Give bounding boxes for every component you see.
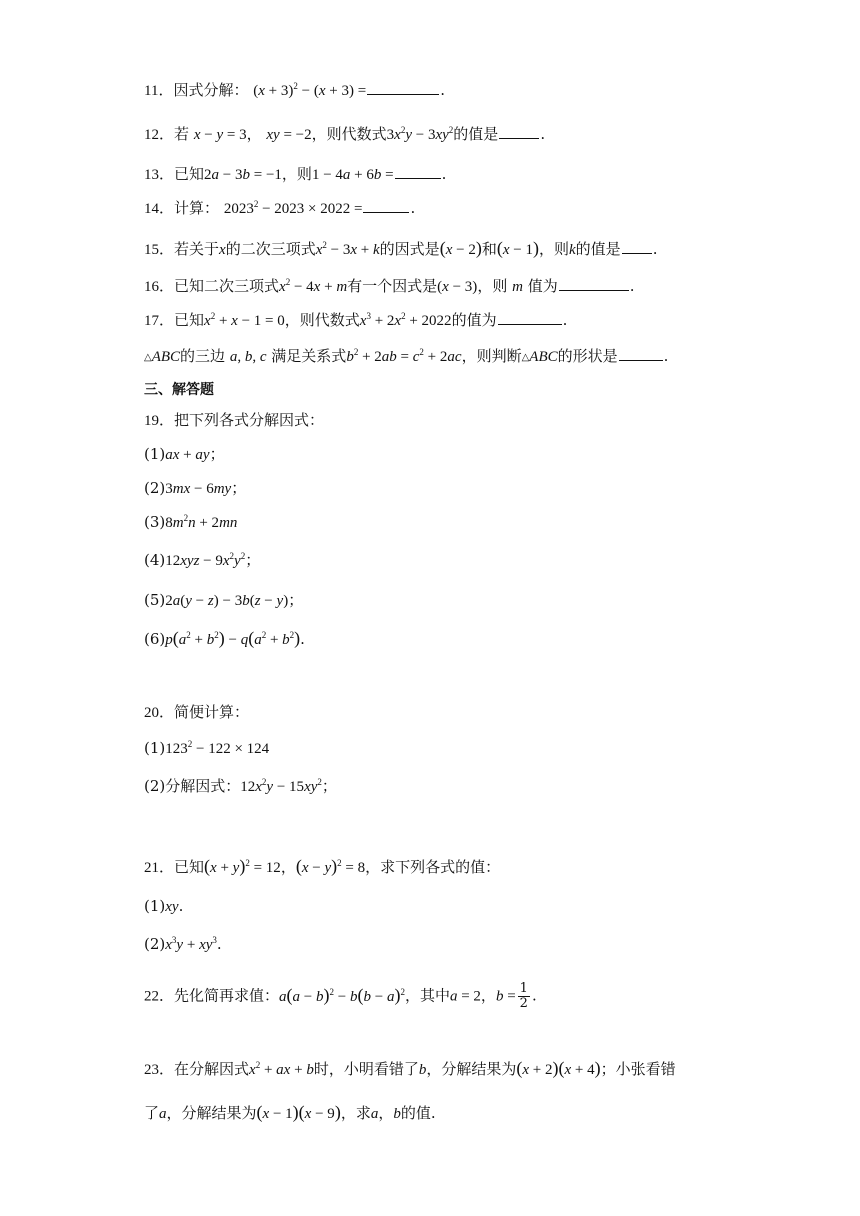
question-21-item-2: $(2)x^3y + xy^3$. — [144, 935, 222, 953]
question-20-item-2: (2)分解因式：$12x^2y - 15xy^2$； — [144, 777, 337, 795]
answer-blank — [498, 310, 562, 325]
question-19-item-3: $(3)8m^2n + 2mn$ — [144, 513, 238, 531]
answer-blank — [559, 276, 629, 291]
answer-blank — [395, 164, 441, 179]
answer-blank — [363, 198, 409, 213]
question-16: 16．已知二次三项式$x^2 - 4x + m$有一个因式是(x − 3)，则 m 值为 . — [144, 277, 635, 295]
question-13: 13．已知2a − 3b = −1，则1 − 4a + 6b = . — [144, 165, 447, 183]
question-12: 12．若 x − y = 3， xy = −2，则代数式$3x^2y - 3xy^2$的值是 . — [144, 125, 546, 143]
question-19-item-1: (1)ax + ay； — [144, 445, 225, 463]
answer-blank — [619, 346, 663, 361]
question-14: 14．计算： $2023^2 - 2023 \times 2022$ = . — [144, 199, 416, 217]
fraction-one-half: $\frac{1}{2}$ — [519, 981, 528, 1011]
question-11: 11．因式分解： $(x + 3)^2 - (x + 3)$ = . — [144, 81, 445, 99]
question-15: 15．若关于x的二次三项式$x^2 - 3x + k$的因式是(x − 2)和(x − 1)，则k的值是 . — [144, 238, 658, 258]
question-20: 20．简便计算： — [144, 703, 250, 721]
question-17: 17．已知$x^2 + x - 1 = 0$，则代数式$x^3 + 2x^2 + 2022$的值为 . — [144, 311, 568, 329]
question-19-item-6: $(6)p(a^2 + b^2) - q(a^2 + b^2)$. — [144, 628, 305, 648]
question-18: △ABC的三边 a, b, c 满足关系式$b^2 + 2ab = c^2 + 2ac$，则判断△ABC的形状是 . — [144, 347, 669, 365]
question-19: 19．把下列各式分解因式： — [144, 411, 325, 429]
question-19-item-5: (5)2a(y − z) − 3b(z − y)； — [144, 591, 304, 609]
answer-blank — [622, 239, 652, 254]
question-22: 22．先化简再求值：$a(a - b)^2 - b(b - a)^2$，其中a = 2，b = $\frac{1}{2}$ . — [144, 981, 537, 1011]
question-19-item-4: $(4)12xyz - 9x^2y^2$； — [144, 551, 261, 569]
answer-blank — [499, 124, 539, 139]
question-21: 21．已知$(x + y)^2 = 12$，$(x - y)^2 = 8$，求下列各式的值： — [144, 856, 501, 876]
question-20-item-1: $(1)123^2 - 122 \times 124$ — [144, 739, 270, 757]
question-19-item-2: (2)3mx − 6my； — [144, 479, 247, 497]
question-23-cont: 了a，分解结果为(x − 1)(x − 9)，求a，b的值. — [144, 1102, 436, 1122]
question-23: 23．在分解因式$x^2$ + ax + b时，小明看错了b，分解结果为(x + 2)(x + 4)；小张看错 — [144, 1058, 676, 1078]
section-heading: 三、解答题 — [144, 382, 214, 398]
answer-blank — [367, 80, 439, 95]
question-21-item-1: (1)xy. — [144, 897, 184, 915]
